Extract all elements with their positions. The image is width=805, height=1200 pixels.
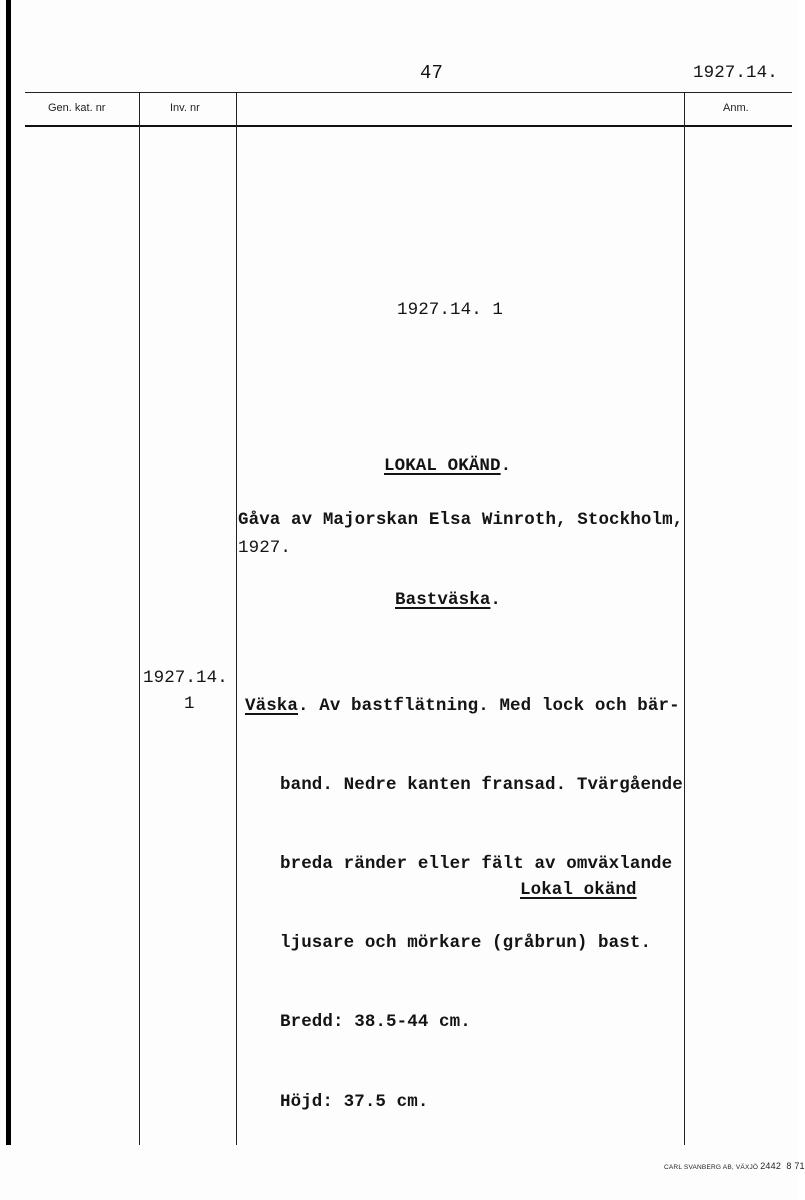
column-divider-inv-main (236, 92, 237, 1145)
printer-imprint (664, 1161, 805, 1173)
locality-heading-text: LOKAL OKÄND (384, 456, 501, 476)
description-line: ljusare och mörkare (gråbrun) bast. (280, 933, 652, 954)
page-number: 47 (420, 62, 444, 84)
header-bottom-rule (25, 125, 792, 127)
printer-name: CARL SVANBERG AB, VÄXJÖ (664, 1164, 759, 1171)
object-title-suffix: . (490, 590, 502, 610)
description-line: breda ränder eller fält av omväxlande (280, 854, 673, 875)
donation-line-2: 1927. (238, 538, 292, 558)
locality-footer-text: Lokal okänd (520, 880, 637, 900)
inventory-number: 1927.14. (143, 668, 228, 688)
description-line: Bredd: 38.5-44 cm. (280, 1012, 471, 1033)
accession-header: 1927.14. (693, 63, 778, 83)
description-first-rest: . Av bastflätning. Med lock och bär- (298, 696, 680, 716)
inventory-sub-number: 1 (184, 694, 195, 714)
column-divider-main-anm (684, 92, 685, 1145)
description-first-line (245, 693, 680, 719)
locality-heading (384, 453, 511, 479)
locality-heading-suffix: . (500, 456, 512, 476)
form-code: 2442 8 71 (760, 1161, 805, 1171)
entry-heading-number: 1927.14. 1 (397, 300, 504, 320)
description-line: Höjd: 37.5 cm. (280, 1091, 429, 1112)
description-first-word: Väska (245, 696, 299, 716)
description-line: band. Nedre kanten fransad. Tvärgående (280, 774, 683, 795)
column-header-inv-nr: Inv. nr (170, 102, 200, 114)
column-header-anm: Anm. (723, 102, 749, 114)
donation-line-1: Gåva av Majorskan Elsa Winroth, Stockholm, (238, 510, 684, 530)
column-header-gen-kat-nr: Gen. kat. nr (48, 102, 106, 114)
locality-footer (520, 877, 637, 903)
object-title-text: Bastväska (395, 590, 491, 610)
header-top-rule (25, 92, 792, 93)
object-title (395, 587, 501, 613)
column-divider-gen-inv (139, 92, 140, 1145)
description-continuation (280, 719, 683, 1168)
left-edge-bar (6, 0, 11, 1145)
